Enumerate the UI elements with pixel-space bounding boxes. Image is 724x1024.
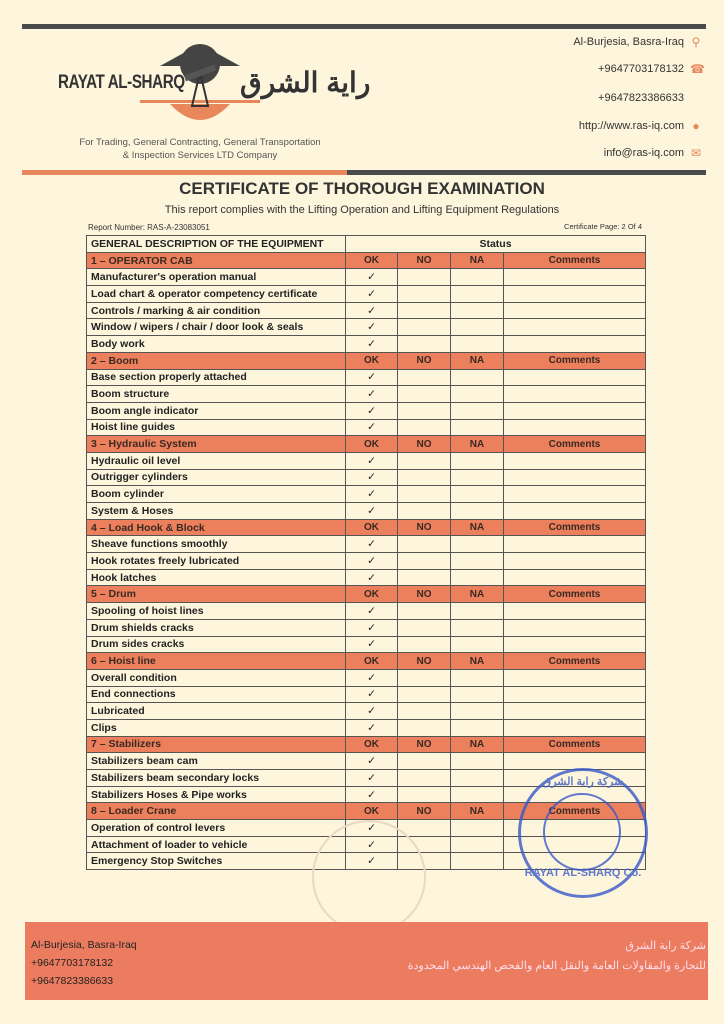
document-title: CERTIFICATE OF THOROUGH EXAMINATION [179, 179, 545, 198]
comments-column-header: Comments [504, 803, 646, 820]
item-description: Drum shields cracks [87, 619, 346, 636]
section-title: 4 – Load Hook & Block [87, 519, 346, 536]
ok-checkmark: ✓ [346, 853, 398, 870]
item-description: System & Hoses [87, 503, 346, 520]
ok-column-header: OK [346, 352, 398, 369]
item-description: Drum sides cracks [87, 636, 346, 653]
footer-phone2: +9647823386633 [31, 975, 114, 987]
na-cell [451, 269, 504, 286]
divider-dark [347, 170, 706, 175]
top-divider [22, 24, 706, 29]
certificate-page: RAYAT AL-SHARQ راية الشرق For Trading, General Contracting, General Transportation & Inspection Services LTD Company Al-Burjesia, Basra-Iraq ⚲ +9647703178132 ☎ +9647823386633 http://www.ras-iq.com ● info@ras-iq.com ✉ CERTIFICATE OF THOROUGH EXAMINATION This report complies with the Lifting Operation and Lifting Equipment Regulations Report Number: RAS-A-23083051 Certificate Page: 2 Of 4 GENERAL DESCRIPTION OF THE EQUIPMENT Status 1 – OPERATOR CAB OK NO NA Comments Manufacturer's operation manual ✓ Load chart & operator competency certificate ✓ Controls / marking & air condition ✓ Window / wipers / chair / door look & seals ✓ Body work ✓ 2 – Boom OK NO NA Comments Base section properly attached ✓ Boom structure ✓ Boom angle indicator ✓ Hoist line guides ✓ 3 – Hydraulic System OK NO NA Comments Hydraulic oil level ✓ Outrigger cylinders ✓ Boom cylinder ✓ System & Hoses ✓ 4 – Load Hook & Block OK NO NA Comments Sheave functions smoothly ✓ Hook rotates freely lubricated ✓ Hook latches ✓ 5 – Drum OK NO NA Comments Spooling of hoist lines ✓ Drum shields cracks ✓ Drum sides cracks ✓ 6 – Hoist line OK NO NA Comments Overall condition ✓ End connections ✓ Lubricated ✓ Clips ✓ 7 – Stabilizers OK NO NA Comments Stabilizers beam cam ✓ Stabilizers beam secondary locks ✓ Stabilizers Hoses & Pipe works ✓ 8 – Loader Crane OK NO NA Comments Operation of control levers ✓ Attachment of loader to vehicle ✓ Emergency Stop Switches ✓ Al-Burjesia, Basra-Iraq +9647703178132 +9647823386633 شركة راية الشرق للتجارة والمقاولات العامة والنقل العام والفحص الهندسي المحدودة شركة راية الشرق RAYAT AL-SHARQ Co. [0, 0, 724, 1024]
comments-cell [504, 336, 646, 353]
envelope-icon: ✉ [690, 146, 702, 160]
comments-cell [504, 386, 646, 403]
ok-checkmark: ✓ [346, 703, 398, 720]
section-title: 5 – Drum [87, 586, 346, 603]
spacer-icon [690, 92, 702, 104]
no-cell [398, 419, 451, 436]
comments-cell [504, 719, 646, 736]
comments-cell [504, 753, 646, 770]
table-row [87, 386, 646, 403]
footer-phone1: +9647703178132 [31, 957, 114, 969]
comments-cell [504, 319, 646, 336]
table-row [87, 536, 646, 553]
na-column-header: NA [451, 519, 504, 536]
section-header-row [87, 252, 646, 269]
na-column-header: NA [451, 586, 504, 603]
na-cell [451, 486, 504, 503]
comments-column-header: Comments [504, 586, 646, 603]
comments-column-header: Comments [504, 436, 646, 453]
item-description: Attachment of loader to vehicle [87, 836, 346, 853]
no-cell [398, 553, 451, 570]
ok-checkmark: ✓ [346, 553, 398, 570]
ok-checkmark: ✓ [346, 286, 398, 303]
location-pin-icon: ⚲ [691, 35, 701, 49]
comments-cell [504, 569, 646, 586]
ok-checkmark: ✓ [346, 753, 398, 770]
footer-contact [31, 936, 137, 990]
no-column-header: NO [398, 586, 451, 603]
table-row [87, 286, 646, 303]
item-description: Emergency Stop Switches [87, 853, 346, 870]
table-row [87, 486, 646, 503]
footer-address: Al-Burjesia, Basra-Iraq [31, 939, 137, 951]
section-title: 8 – Loader Crane [87, 803, 346, 820]
item-description: Window / wipers / chair / door look & seals [87, 319, 346, 336]
no-cell [398, 286, 451, 303]
table-row [87, 302, 646, 319]
na-cell [451, 419, 504, 436]
footer-band [25, 922, 708, 1000]
na-cell [451, 286, 504, 303]
comments-cell [504, 286, 646, 303]
ok-column-header: OK [346, 803, 398, 820]
ok-checkmark: ✓ [346, 686, 398, 703]
description-header: GENERAL DESCRIPTION OF THE EQUIPMENT [87, 236, 346, 253]
ok-checkmark: ✓ [346, 503, 398, 520]
item-description: Hook latches [87, 569, 346, 586]
item-description: Body work [87, 336, 346, 353]
comments-column-header: Comments [504, 352, 646, 369]
na-cell [451, 603, 504, 620]
na-cell [451, 770, 504, 787]
no-cell [398, 503, 451, 520]
section-header-row [87, 436, 646, 453]
comments-cell [504, 469, 646, 486]
comments-cell [504, 619, 646, 636]
na-cell [451, 836, 504, 853]
na-cell [451, 669, 504, 686]
na-cell [451, 503, 504, 520]
no-cell [398, 603, 451, 620]
no-cell [398, 319, 451, 336]
document-subtitle: This report complies with the Lifting Operation and Lifting Equipment Regulations [164, 204, 560, 216]
item-description: Base section properly attached [87, 369, 346, 386]
ok-checkmark: ✓ [346, 402, 398, 419]
comments-cell [504, 536, 646, 553]
na-cell [451, 619, 504, 636]
ok-checkmark: ✓ [346, 486, 398, 503]
address-text: Al-Burjesia, Basra-Iraq [573, 36, 684, 48]
comments-cell [504, 669, 646, 686]
item-description: Manufacturer's operation manual [87, 269, 346, 286]
section-title: 7 – Stabilizers [87, 736, 346, 753]
comments-column-header: Comments [504, 252, 646, 269]
na-cell [451, 636, 504, 653]
item-description: Load chart & operator competency certificate [87, 286, 346, 303]
no-cell [398, 770, 451, 787]
na-cell [451, 753, 504, 770]
no-cell [398, 469, 451, 486]
na-column-header: NA [451, 736, 504, 753]
table-row [87, 603, 646, 620]
ok-checkmark: ✓ [346, 386, 398, 403]
footer-ar-line2: للتجارة والمقاولات العامة والنقل العام والفحص الهندسي المحدودة [407, 960, 706, 972]
ok-checkmark: ✓ [346, 569, 398, 586]
no-cell [398, 369, 451, 386]
comments-cell [504, 452, 646, 469]
ok-checkmark: ✓ [346, 786, 398, 803]
ok-checkmark: ✓ [346, 302, 398, 319]
item-description: Boom cylinder [87, 486, 346, 503]
no-cell [398, 302, 451, 319]
divider-orange [22, 170, 347, 175]
no-column-header: NO [398, 436, 451, 453]
comments-cell [504, 503, 646, 520]
ok-checkmark: ✓ [346, 469, 398, 486]
table-row [87, 402, 646, 419]
item-description: Controls / marking & air condition [87, 302, 346, 319]
item-description: Stabilizers beam secondary locks [87, 770, 346, 787]
no-cell [398, 719, 451, 736]
no-cell [398, 753, 451, 770]
table-row [87, 753, 646, 770]
na-column-header: NA [451, 352, 504, 369]
table-header-row [87, 236, 646, 253]
report-number: Report Number: RAS-A-23083051 [88, 223, 210, 232]
phone-icon: ☎ [690, 62, 705, 76]
na-cell [451, 536, 504, 553]
ok-column-header: OK [346, 519, 398, 536]
ok-checkmark: ✓ [346, 820, 398, 837]
ok-checkmark: ✓ [346, 336, 398, 353]
globe-icon: ● [692, 119, 700, 133]
no-cell [398, 336, 451, 353]
comments-cell [504, 636, 646, 653]
comments-cell [504, 703, 646, 720]
ok-checkmark: ✓ [346, 269, 398, 286]
na-cell [451, 469, 504, 486]
table-row [87, 369, 646, 386]
stamp-inner-ring [543, 793, 621, 871]
comments-cell [504, 486, 646, 503]
section-title: 2 – Boom [87, 352, 346, 369]
na-cell [451, 786, 504, 803]
item-description: Outrigger cylinders [87, 469, 346, 486]
item-description: Hook rotates freely lubricated [87, 553, 346, 570]
faded-stamp [312, 820, 426, 934]
ok-checkmark: ✓ [346, 770, 398, 787]
phone1-text: +9647703178132 [598, 63, 684, 75]
company-stamp [518, 768, 648, 898]
comments-column-header: Comments [504, 519, 646, 536]
no-cell [398, 569, 451, 586]
header-email [604, 147, 702, 159]
comments-cell [504, 269, 646, 286]
ok-column-header: OK [346, 252, 398, 269]
status-header: Status [346, 236, 646, 253]
na-cell [451, 569, 504, 586]
ok-checkmark: ✓ [346, 669, 398, 686]
table-row [87, 336, 646, 353]
comments-cell [504, 603, 646, 620]
section-title: 3 – Hydraulic System [87, 436, 346, 453]
ok-column-header: OK [346, 736, 398, 753]
table-row [87, 669, 646, 686]
ok-column-header: OK [346, 586, 398, 603]
header-website [579, 120, 702, 132]
table-row [87, 553, 646, 570]
ok-checkmark: ✓ [346, 636, 398, 653]
stamp-arabic-text: شركة راية الشرق [542, 776, 624, 788]
na-cell [451, 553, 504, 570]
email-link: info@ras-iq.com [603, 147, 684, 159]
no-cell [398, 619, 451, 636]
item-description: Boom angle indicator [87, 402, 346, 419]
no-cell [398, 636, 451, 653]
footer-ar-line1: شركة راية الشرق [625, 940, 706, 952]
na-cell [451, 369, 504, 386]
no-cell [398, 686, 451, 703]
no-column-header: NO [398, 803, 451, 820]
header-phone1 [598, 62, 705, 76]
ok-column-header: OK [346, 653, 398, 670]
section-header-row [87, 519, 646, 536]
comments-cell [504, 686, 646, 703]
ok-checkmark: ✓ [346, 369, 398, 386]
ok-checkmark: ✓ [346, 419, 398, 436]
na-cell [451, 452, 504, 469]
na-cell [451, 820, 504, 837]
section-title: 6 – Hoist line [87, 653, 346, 670]
no-cell [398, 386, 451, 403]
no-cell [398, 669, 451, 686]
no-cell [398, 703, 451, 720]
ok-checkmark: ✓ [346, 452, 398, 469]
ok-checkmark: ✓ [346, 536, 398, 553]
table-row [87, 269, 646, 286]
ok-checkmark: ✓ [346, 719, 398, 736]
item-description: Lubricated [87, 703, 346, 720]
comments-cell [504, 553, 646, 570]
no-column-header: NO [398, 653, 451, 670]
no-cell [398, 786, 451, 803]
na-cell [451, 402, 504, 419]
section-header-row [87, 653, 646, 670]
ok-checkmark: ✓ [346, 319, 398, 336]
item-description: Sheave functions smoothly [87, 536, 346, 553]
table-row [87, 636, 646, 653]
na-cell [451, 386, 504, 403]
comments-column-header: Comments [504, 653, 646, 670]
certificate-page: Certificate Page: 2 Of 4 [564, 222, 642, 231]
table-row [87, 569, 646, 586]
na-cell [451, 719, 504, 736]
comments-cell [504, 302, 646, 319]
section-header-row [87, 352, 646, 369]
tagline-line-2: & Inspection Services LTD Company [122, 150, 278, 161]
stamp-english-text: RAYAT AL-SHARQ Co. [524, 867, 642, 879]
section-header-row [87, 736, 646, 753]
item-description: Clips [87, 719, 346, 736]
item-description: Stabilizers Hoses & Pipe works [87, 786, 346, 803]
no-cell [398, 402, 451, 419]
na-cell [451, 853, 504, 870]
item-description: Stabilizers beam cam [87, 753, 346, 770]
na-cell [451, 319, 504, 336]
footer-arabic [408, 936, 706, 976]
item-description: Boom structure [87, 386, 346, 403]
item-description: Operation of control levers [87, 820, 346, 837]
table-row [87, 469, 646, 486]
na-column-header: NA [451, 436, 504, 453]
ok-checkmark: ✓ [346, 836, 398, 853]
item-description: Hoist line guides [87, 419, 346, 436]
header-address [573, 36, 702, 48]
no-cell [398, 486, 451, 503]
na-column-header: NA [451, 252, 504, 269]
item-description: End connections [87, 686, 346, 703]
table-row [87, 719, 646, 736]
table-row [87, 419, 646, 436]
section-header-row [87, 586, 646, 603]
no-column-header: NO [398, 736, 451, 753]
ok-checkmark: ✓ [346, 603, 398, 620]
no-column-header: NO [398, 352, 451, 369]
company-tagline [40, 136, 360, 162]
comments-cell [504, 402, 646, 419]
phone2-text: +9647823386633 [598, 92, 684, 104]
website-link: http://www.ras-iq.com [578, 120, 684, 132]
na-cell [451, 703, 504, 720]
comments-cell [504, 369, 646, 386]
table-row [87, 319, 646, 336]
no-cell [398, 536, 451, 553]
item-description: Overall condition [87, 669, 346, 686]
item-description: Spooling of hoist lines [87, 603, 346, 620]
no-column-header: NO [398, 519, 451, 536]
table-row [87, 452, 646, 469]
comments-column-header: Comments [504, 736, 646, 753]
na-column-header: NA [451, 803, 504, 820]
ok-column-header: OK [346, 436, 398, 453]
tagline-line-1: For Trading, General Contracting, General Transportation [79, 137, 321, 148]
no-column-header: NO [398, 252, 451, 269]
table-row [87, 503, 646, 520]
na-cell [451, 302, 504, 319]
header-phone2 [598, 92, 702, 104]
na-cell [451, 686, 504, 703]
item-description: Hydraulic oil level [87, 452, 346, 469]
table-row [87, 686, 646, 703]
na-column-header: NA [451, 653, 504, 670]
no-cell [398, 269, 451, 286]
comments-cell [504, 419, 646, 436]
ok-checkmark: ✓ [346, 619, 398, 636]
table-row [87, 703, 646, 720]
na-cell [451, 336, 504, 353]
no-cell [398, 452, 451, 469]
section-title: 1 – OPERATOR CAB [87, 252, 346, 269]
table-row [87, 619, 646, 636]
